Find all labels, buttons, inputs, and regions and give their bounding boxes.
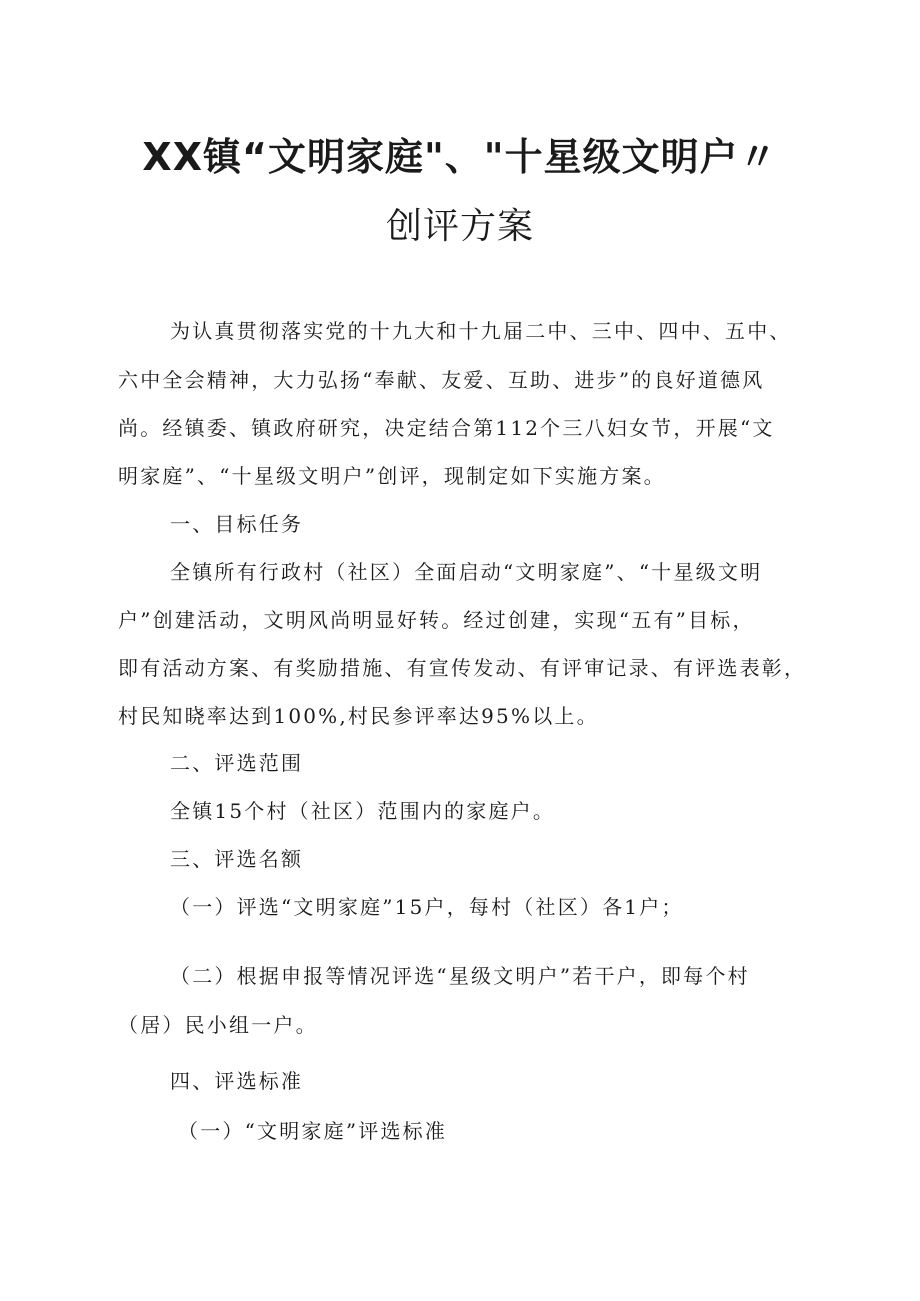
section-3-item-2-line-1: （二）根据申报等情况评选“星级文明户”若干户，即每个村 [170, 964, 750, 988]
section-2-heading: 二、评选范围 [170, 751, 304, 775]
section-3-heading: 三、评选名额 [170, 847, 304, 871]
section-3-item-2-line-2: （居）民小组一户。 [118, 1013, 318, 1037]
section-1-heading: 一、目标任务 [170, 512, 304, 536]
section-3-item-1: （一）评选“文明家庭”15户，每村（社区）各1户； [170, 895, 684, 919]
intro-line-4: 明家庭”、“十星级文明户”创评，现制定如下实施方案。 [118, 464, 666, 488]
section-4-subheading-1: （一）“文明家庭”评选标准 [178, 1119, 448, 1143]
section-1-line-2: 户”创建活动，文明风尚明显好转。经过创建，实现“五有”目标， [118, 608, 755, 632]
section-2-text: 全镇15个村（社区）范围内的家庭户。 [170, 799, 556, 823]
section-1-line-1: 全镇所有行政村（社区）全面启动“文明家庭”、“十星级文明 [170, 560, 763, 584]
section-4-heading: 四、评选标准 [170, 1069, 304, 1093]
section-1-line-3: 即有活动方案、有奖励措施、有宣传发动、有评审记录、有评选表彰， [118, 656, 807, 680]
intro-line-2: 六中全会精神，大力弘扬“奉献、友爱、互助、进步”的良好道德风 [118, 368, 765, 392]
intro-line-3: 尚。经镇委、镇政府研究，决定结合第112个三八妇女节，开展“文 [118, 416, 775, 440]
section-1-line-4: 村民知晓率达到100%,村民参评率达95%以上。 [118, 704, 599, 728]
intro-line-1: 为认真贯彻落实党的十九大和十九届二中、三中、四中、五中、 [170, 319, 792, 343]
document-title-line-2: 创评方案 [385, 206, 534, 247]
document-title-line-1: XX镇“文明家庭"、"十星级文明户〃 [142, 135, 778, 179]
